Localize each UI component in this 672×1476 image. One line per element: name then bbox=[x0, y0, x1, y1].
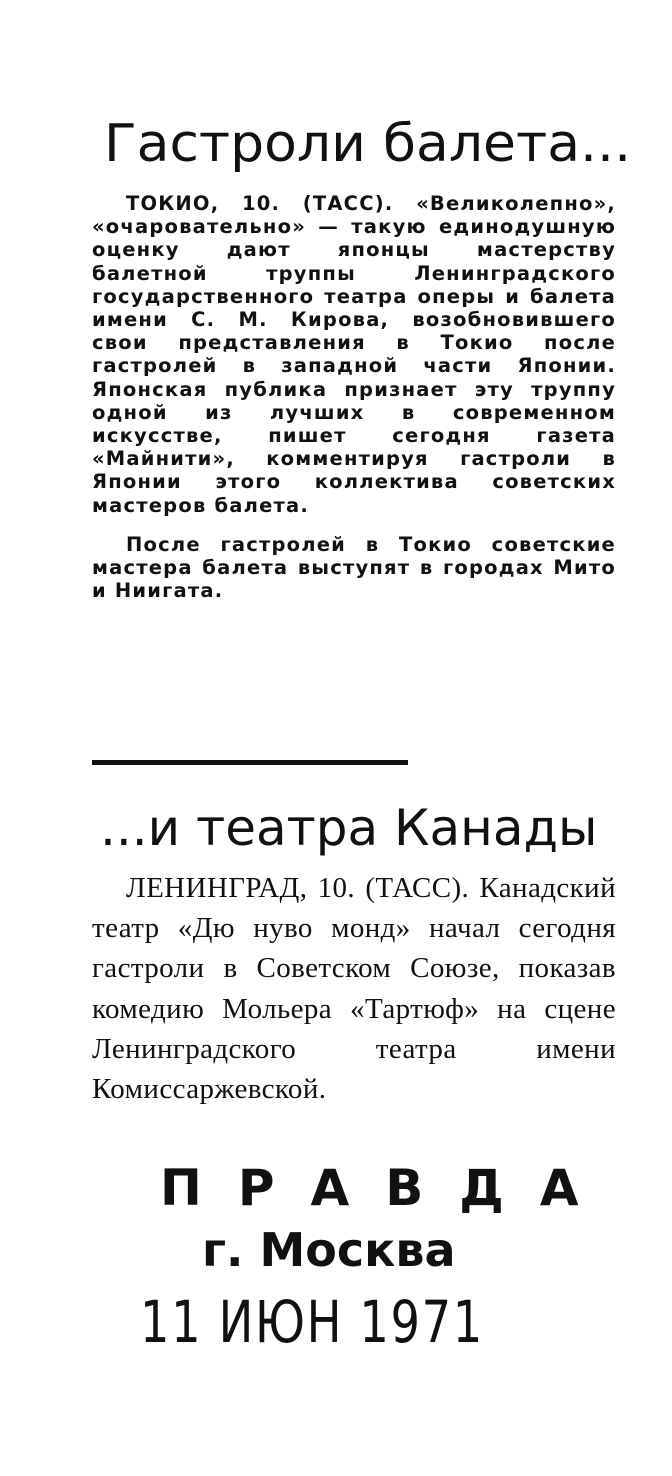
archive-stamp bbox=[120, 1158, 615, 1368]
stamp-newspaper-name: ПРАВДА bbox=[160, 1159, 615, 1217]
stamp-city: г. Москва bbox=[202, 1223, 456, 1277]
article-ballet-paragraph: После гастролей в Токио советские мастера балета выступят в городах Мито и Ниигата. bbox=[92, 532, 616, 603]
headline-canada-theatre: ...и театра Канады bbox=[100, 799, 598, 857]
article-ballet-body bbox=[92, 192, 616, 602]
article-canada-body bbox=[92, 868, 616, 1109]
article-canada-paragraph: ЛЕНИНГРАД, 10. (ТАСС). Канадский театр «Дю нуво монд» начал сегодня гастроли в Советском Союзе, показав комедию Мольера «Тартюф» на сцене Ленинградского театра имени Комиссаржевской. bbox=[92, 872, 616, 1106]
article-ballet-paragraph: ТОКИО, 10. (ТАСС). «Великолепно», «очаровательно» — такую единодушную оценку дают японцы мастерству балетной труппы Ленинградского государственного театра оперы и балета имени С. М. Кирова, возобновившего свои представления в Токио после гастролей в западной части Японии. Японская публика признает эту труппу одной из лучших в современном искусстве, пишет сегодня газета «Майнити», комментируя гастроли в Японии этого коллектива советских мастеров балета. bbox=[92, 192, 616, 517]
headline-ballet-tour: Гастроли балета... bbox=[104, 114, 632, 174]
section-divider bbox=[92, 760, 408, 765]
stamp-date: 11 ИЮН 1971 bbox=[140, 1288, 484, 1356]
